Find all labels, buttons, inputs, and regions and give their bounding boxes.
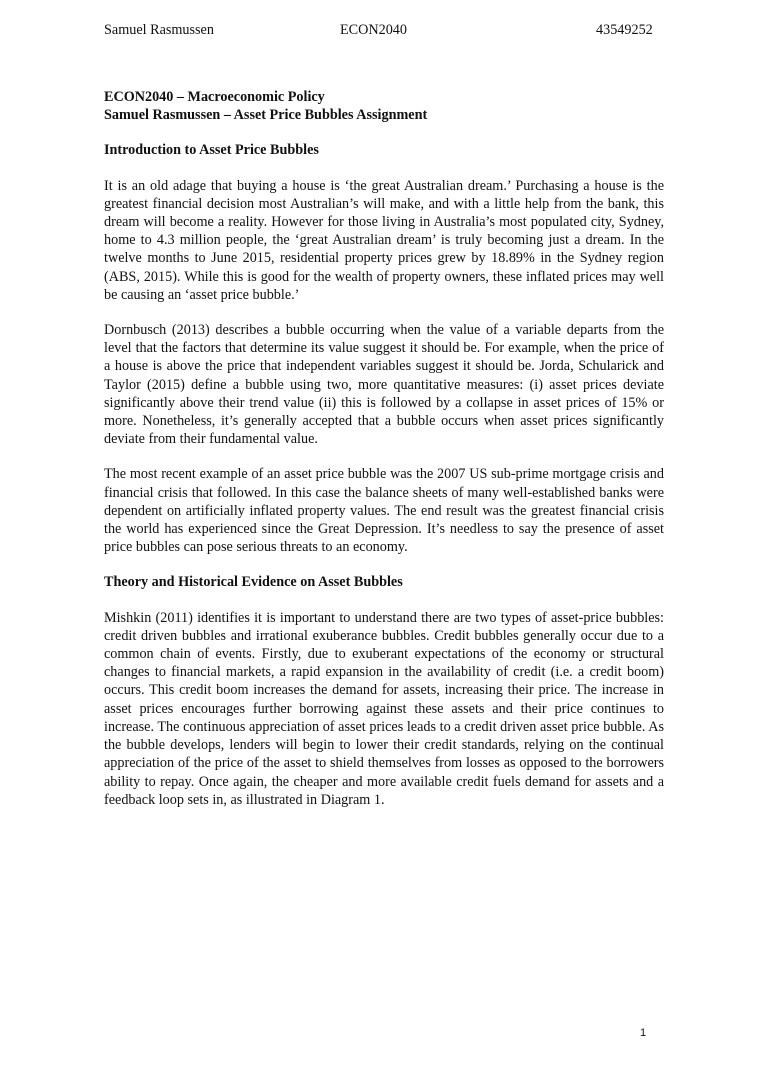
section-heading-introduction: Introduction to Asset Price Bubbles — [104, 142, 319, 159]
header-student-id: 43549252 — [596, 22, 653, 38]
paragraph: It is an old adage that buying a house is ‘the great Australian dream.’ Purchasing a house is the greatest financial decision most Australian’s will make, and with a little help from the bank, this dream will become a reality. However for those living in Australia’s most populated city, Sydney, home to 4.3 million people, the ‘great Australian dream’ is truly becoming just a dream. In the twelve months to June 2015, residential property prices grew by 18.89% in the Sydney region (ABS, 2015). While this is good for the wealth of property owners, these inflated prices may well be causing an ‘asset price bubble.’ — [104, 177, 664, 303]
running-header — [104, 22, 664, 42]
paragraph: The most recent example of an asset price bubble was the 2007 US sub-prime mortgage crisis and financial crisis that followed. In this case the balance sheets of many well-established banks were dependent on artificially inflated property values. The end result was the greatest financial crisis the world has experienced since the Great Depression. It’s needless to say the presence of asset price bubbles can pose serious threats to an economy. — [104, 466, 664, 556]
document-body — [104, 88, 664, 809]
header-course: ECON2040 — [340, 22, 407, 38]
paragraph: Dornbusch (2013) describes a bubble occurring when the value of a variable departs from the level that the factors that determine its value suggest it should be. For example, when the price of a house is above the price that independent variables suggest it should be. Jorda, Schularick and Taylor (2015) define a bubble using two, more quantitative measures: (i) asset prices deviate significantly above their trend value (ii) this is followed by a collapse in asset prices of 15% or more. Nonetheless, it’s generally accepted that a bubble occurs when asset prices significantly deviate from their fundamental value. — [104, 322, 664, 448]
document-subtitle: Samuel Rasmussen – Asset Price Bubbles Assignment — [104, 107, 428, 124]
document-title: ECON2040 – Macroeconomic Policy — [104, 89, 325, 105]
section-heading-theory: Theory and Historical Evidence on Asset Bubbles — [104, 574, 403, 591]
page-number: 1 — [640, 1027, 647, 1039]
paragraph: Mishkin (2011) identifies it is important to understand there are two types of asset-price bubbles: credit driven bubbles and irrational exuberance bubbles. Credit bubbles generally occur due to a common chain of events. Firstly, due to exuberant expectations of the economy or structural changes to financial markets, a rapid expansion in the availability of credit (i.e. a credit boom) occurs. This credit boom increases the demand for assets, increasing their price. The increase in asset prices encourages further borrowing against these assets and their price continues to increase. The continuous appreciation of asset prices leads to a credit driven asset price bubble. As the bubble develops, lenders will begin to lower their credit standards, relying on the continual appreciation of the price of the asset to shield themselves from losses as opposed to the borrowers ability to repay. Once again, the cheaper and more available credit fuels demand for assets and a feedback loop sets in, as illustrated in Diagram 1. — [104, 609, 664, 808]
header-author: Samuel Rasmussen — [104, 22, 214, 38]
